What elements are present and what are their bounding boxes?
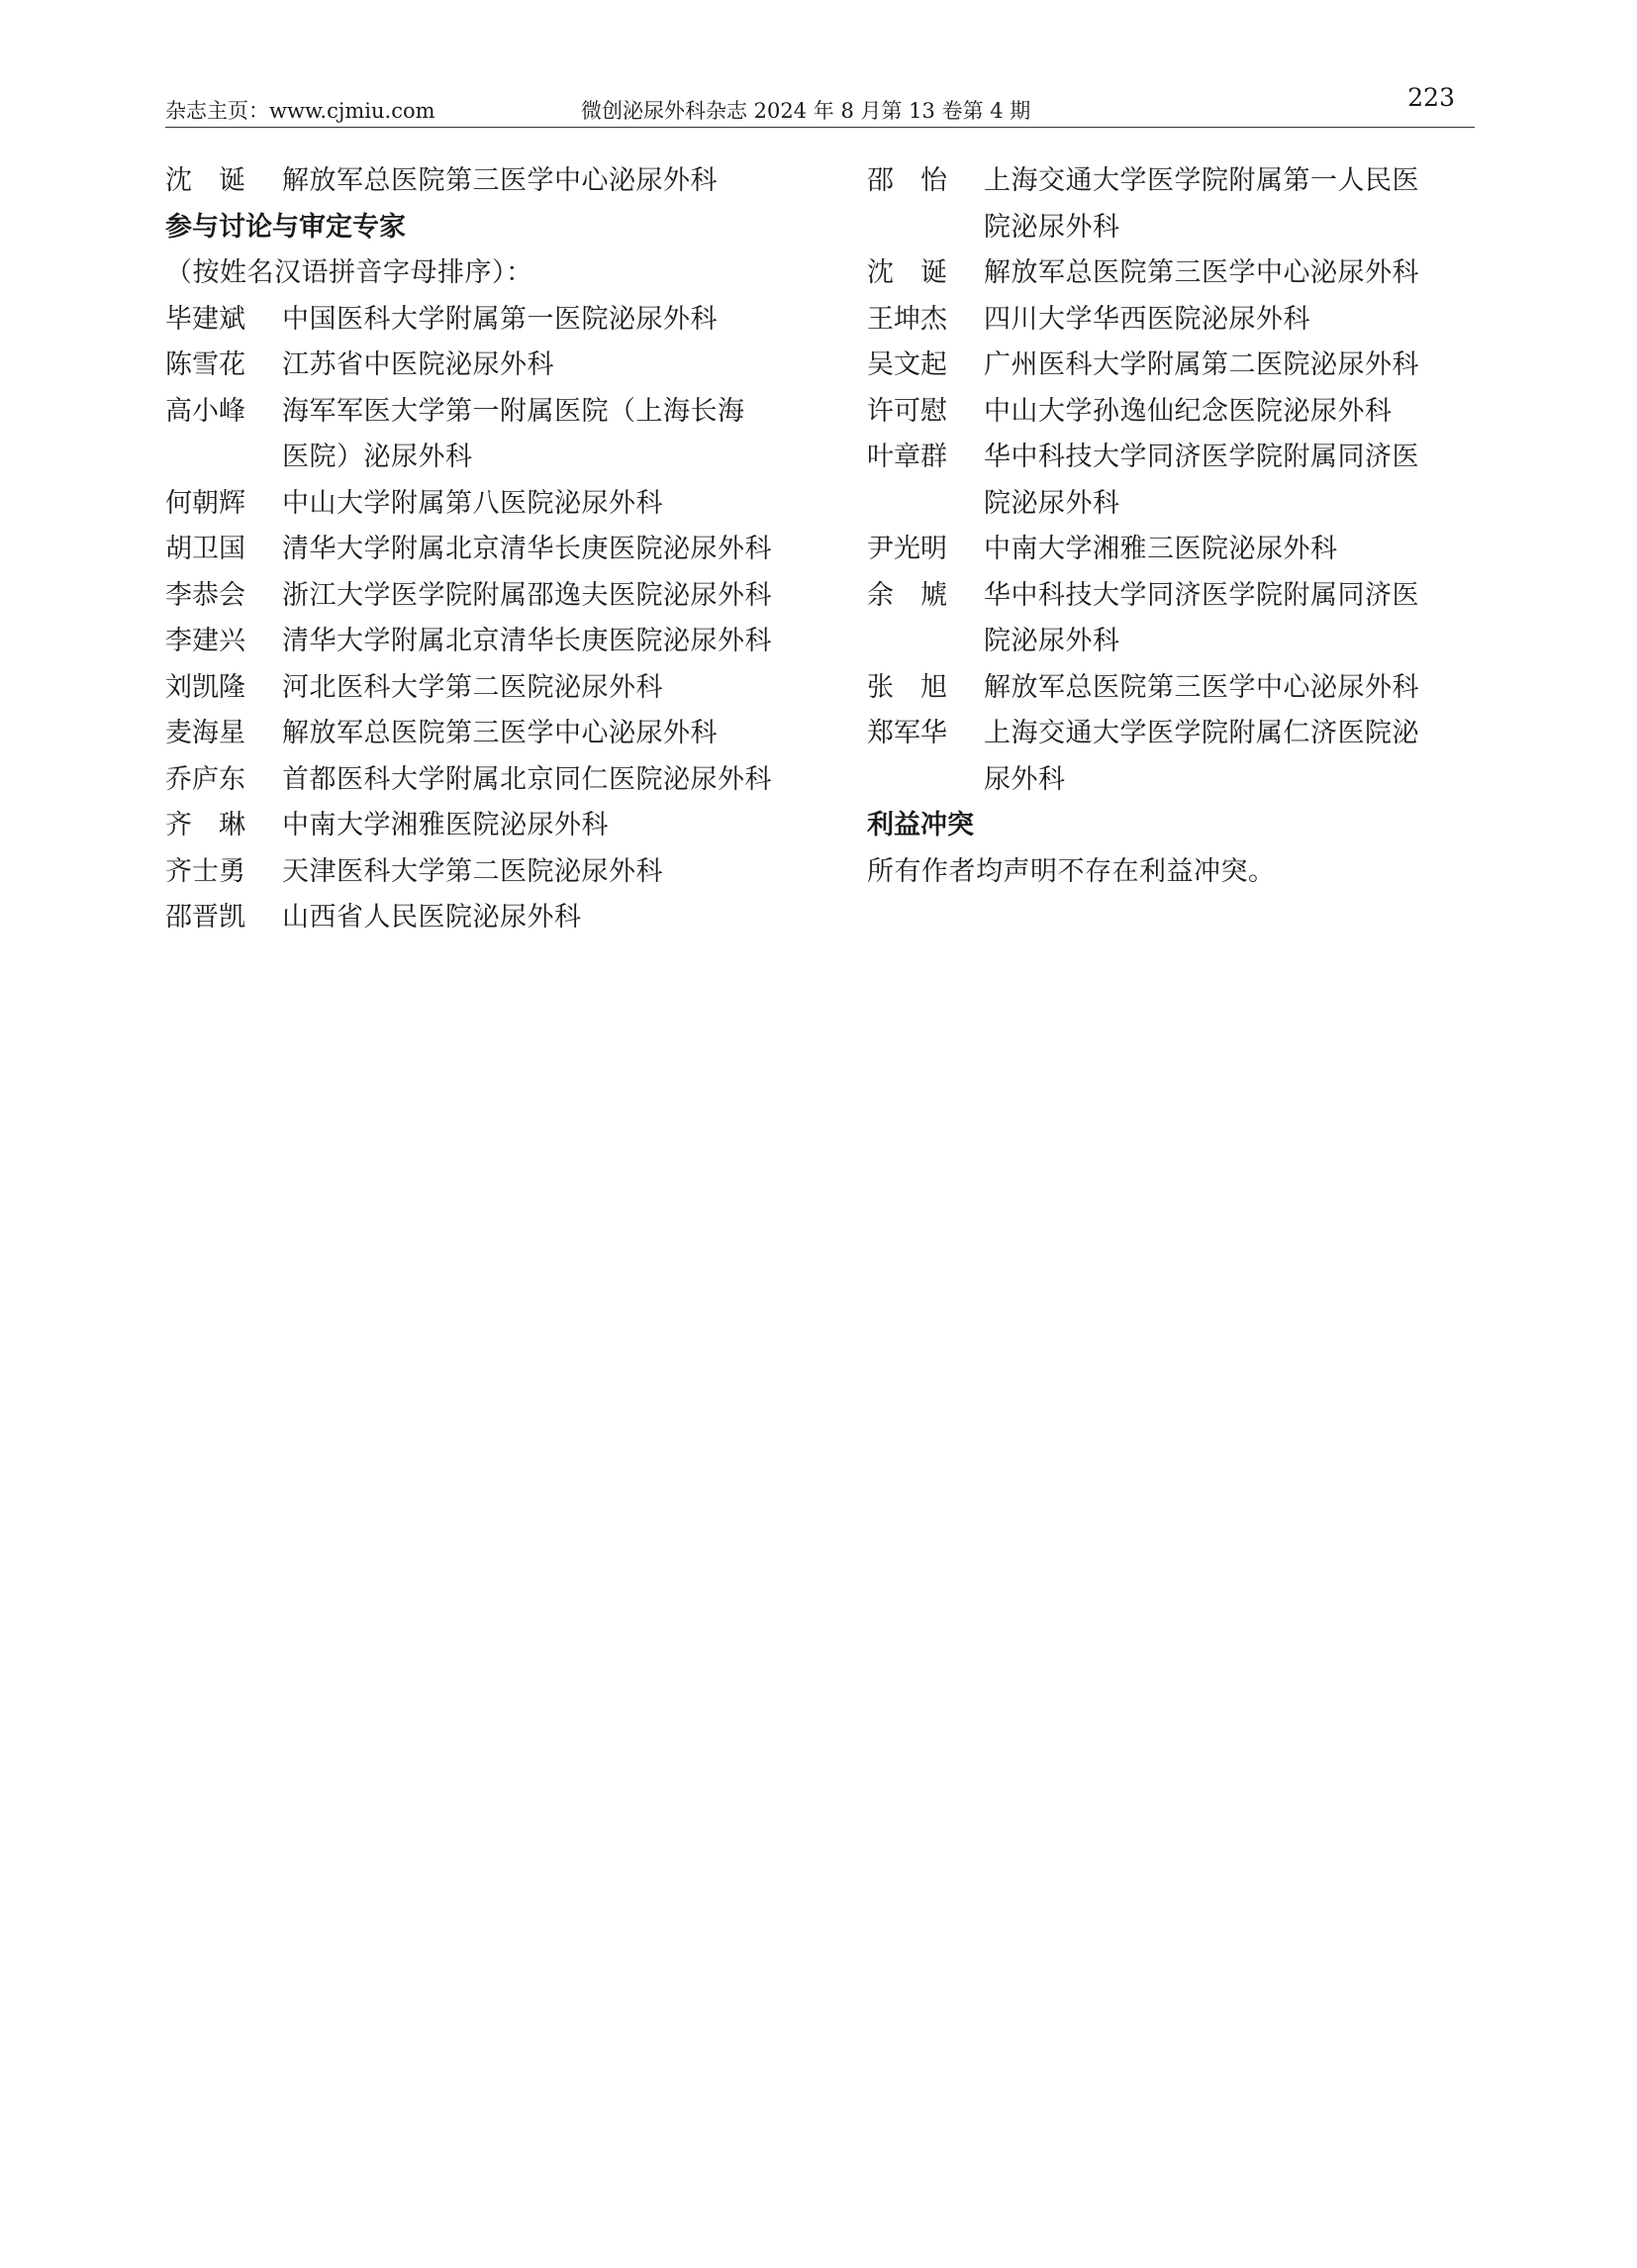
affiliation-line: 海军军医大学第一附属医院（上海长海	[282, 395, 745, 427]
expert-affiliation: 解放军总医院第三医学中心泌尿外科	[984, 671, 1419, 703]
conflict-heading: 利益冲突	[867, 810, 974, 840]
left-column	[165, 158, 774, 941]
page-number: 223	[1407, 83, 1455, 112]
expert-row	[165, 527, 774, 573]
affiliation-line: 院泌尿外科	[984, 626, 1120, 656]
expert-affiliation: 中南大学湘雅医院泌尿外科	[282, 810, 609, 840]
expert-name: 刘凯隆	[165, 671, 245, 703]
expert-row	[165, 711, 774, 757]
expert-row	[165, 343, 774, 389]
affiliation-line: 院泌尿外科	[984, 487, 1120, 519]
expert-affiliation: 山西省人民医院泌尿外科	[282, 902, 582, 933]
expert-row	[867, 665, 1481, 712]
expert-name: 许可慰	[867, 395, 947, 427]
expert-name: 李恭会	[165, 579, 245, 611]
expert-name: 齐士勇	[165, 855, 245, 887]
expert-name: 毕建斌	[165, 303, 245, 335]
right-column	[867, 158, 1481, 895]
expert-name: 邵晋凯	[165, 902, 245, 933]
expert-name: 陈雪花	[165, 349, 245, 380]
affiliation-line: 上海交通大学医学院附属仁济医院泌	[984, 718, 1419, 748]
journal-issue: 微创泌尿外科杂志 2024 年 8 月第 13 卷第 4 期	[581, 99, 1031, 123]
affiliation-line: 华中科技大学同济医学院附属同济医	[984, 579, 1419, 611]
expert-row	[165, 619, 774, 665]
running-header	[165, 83, 1475, 128]
expert-name: 余 虓	[867, 579, 947, 611]
expert-affiliation: 中山大学附属第八医院泌尿外科	[282, 487, 663, 519]
expert-affiliation: 中山大学孙逸仙纪念医院泌尿外科	[984, 395, 1393, 427]
expert-row	[867, 573, 1481, 665]
expert-affiliation	[984, 573, 1481, 665]
expert-name: 郑军华	[867, 718, 947, 748]
expert-row	[867, 297, 1481, 344]
expert-row	[867, 389, 1481, 436]
expert-affiliation: 清华大学附属北京清华长庚医院泌尿外科	[282, 534, 772, 564]
expert-name: 齐 琳	[165, 810, 245, 840]
expert-affiliation: 解放军总医院第三医学中心泌尿外科	[984, 257, 1419, 288]
affiliation-line: 上海交通大学医学院附属第一人民医	[984, 165, 1419, 196]
expert-name: 沈 诞	[165, 165, 245, 196]
affiliation-line: 院泌尿外科	[984, 211, 1120, 243]
expert-name: 高小峰	[165, 395, 245, 427]
expert-row	[867, 527, 1481, 573]
expert-name: 吴文起	[867, 349, 947, 380]
expert-affiliation: 广州医科大学附属第二医院泌尿外科	[984, 349, 1419, 380]
expert-row	[165, 158, 774, 205]
expert-name: 麦海星	[165, 718, 245, 748]
affiliation-line: 尿外科	[984, 763, 1066, 795]
journal-homepage: 杂志主页：www.cjmiu.com	[165, 99, 435, 123]
expert-affiliation: 解放军总医院第三医学中心泌尿外科	[282, 718, 718, 748]
expert-row	[867, 711, 1481, 803]
affiliation-line: 医院）泌尿外科	[282, 442, 473, 472]
expert-name: 张 旭	[867, 671, 947, 703]
expert-affiliation: 河北医科大学第二医院泌尿外科	[282, 671, 663, 703]
expert-name: 沈 诞	[867, 257, 947, 288]
expert-name: 尹光明	[867, 534, 947, 564]
expert-affiliation: 解放军总医院第三医学中心泌尿外科	[282, 165, 718, 196]
expert-name: 叶章群	[867, 442, 947, 472]
expert-affiliation: 清华大学附属北京清华长庚医院泌尿外科	[282, 626, 772, 656]
section-heading: 参与讨论与审定专家	[165, 211, 406, 243]
expert-name: 胡卫国	[165, 534, 245, 564]
expert-row	[165, 389, 774, 481]
expert-row	[165, 895, 774, 941]
expert-affiliation	[984, 158, 1481, 250]
expert-affiliation: 首都医科大学附属北京同仁医院泌尿外科	[282, 763, 772, 795]
conflict-statement: 所有作者均声明不存在利益冲突。	[867, 855, 1276, 887]
expert-row	[165, 757, 774, 804]
expert-row	[867, 250, 1481, 297]
expert-row	[867, 158, 1481, 250]
expert-name: 王坤杰	[867, 303, 947, 335]
expert-affiliation: 浙江大学医学院附属邵逸夫医院泌尿外科	[282, 579, 772, 611]
expert-row	[165, 665, 774, 712]
expert-affiliation: 中南大学湘雅三医院泌尿外科	[984, 534, 1338, 564]
expert-row	[165, 803, 774, 849]
expert-affiliation: 中国医科大学附属第一医院泌尿外科	[282, 303, 718, 335]
affiliation-line: 华中科技大学同济医学院附属同济医	[984, 442, 1419, 472]
expert-name: 李建兴	[165, 626, 245, 656]
expert-affiliation: 天津医科大学第二医院泌尿外科	[282, 855, 663, 887]
expert-row	[165, 573, 774, 620]
expert-row	[165, 849, 774, 896]
expert-row	[165, 297, 774, 344]
expert-affiliation: 江苏省中医院泌尿外科	[282, 349, 554, 380]
expert-affiliation: 四川大学华西医院泌尿外科	[984, 303, 1310, 335]
expert-affiliation	[984, 711, 1481, 803]
expert-name: 邵 怡	[867, 165, 947, 196]
expert-affiliation	[984, 435, 1481, 527]
expert-row	[867, 343, 1481, 389]
section-note: （按姓名汉语拼音字母排序）：	[165, 257, 533, 288]
expert-row	[867, 435, 1481, 527]
expert-name: 乔庐东	[165, 763, 245, 795]
expert-row	[165, 481, 774, 528]
expert-name: 何朝辉	[165, 487, 245, 519]
expert-affiliation	[282, 389, 774, 481]
